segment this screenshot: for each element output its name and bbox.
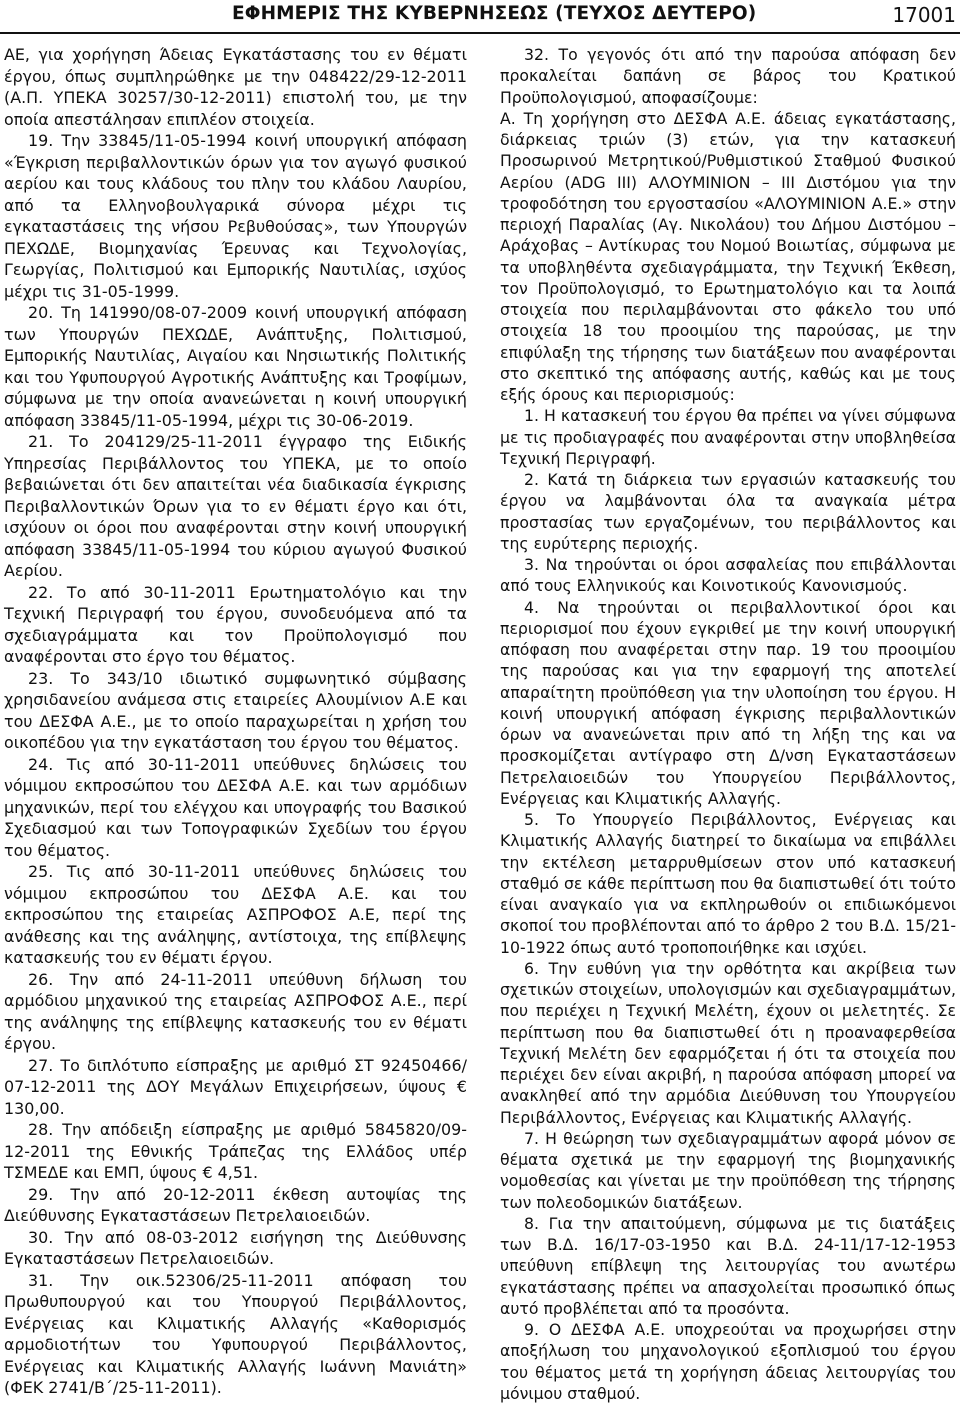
paragraph: 21. Το 204129/25-11-2011 έγγραφο της Ειδικής Υπηρεσίας Περιβάλλοντος του ΥΠΕΚΑ, με το οποίο βεβαιώνεται ότι δεν απαιτείται νέα διαδικασία έγκρισης Περιβαλλοντικών Όρων για το εν θέματι έργο και ότι, ισχύουν οι όροι που αναφέρονται στην κοινή υπουργική απόφαση 33845/11-05-1994 του κύριου αγωγού Φυσικού Αερίου. <box>4 432 467 580</box>
page-header <box>0 0 960 34</box>
paragraph: ΑΕ, για χορήγηση Άδειας Εγκατάστασης του εν θέματι έργου, όπως συμπληρώθηκε με την 048422/29-12-2011 (Α.Π. ΥΠΕΚΑ 30257/30-12-2011) επιστολή του, με την οποία απεστάλησαν επιπλέον στοιχεία. <box>4 45 467 129</box>
paragraph: 26. Την από 24-11-2011 υπεύθυνη δήλωση του αρμόδιου μηχανικού της εταιρείας ΑΣΠΡΟΦΟΣ Α.Ε., περί της ανάληψης της επίβλεψης κατασκευής του εν θέματι έργου. <box>4 969 467 1053</box>
paragraph: 9. Ο ΔΕΣΦΑ Α.Ε. υποχρεούται να προχωρήσει στην αποξήλωση του μηχανολογικού εξοπλισμού του έργου του θέματος μετά τη χορήγηση άδειας λειτουργίας του μόνιμου σταθμού. <box>500 1320 956 1403</box>
paragraph: 19. Την 33845/11-05-1994 κοινή υπουργική απόφαση «Έγκριση περιβαλλοντικών όρων για τον αγωγό φυσικού αερίου και τους κλάδους του πλην του κλάδου Λαυρίου, από τα Ελληνοβουλγαρικά σύνορα μέχρι τις εγκαταστάσεις της νήσου Ρεβυθούσας», των Υπουργών ΠΕΧΩΔΕ, Βιομηχανίας Έρευνας και Τεχνολογίας, Γεωργίας, Πολιτισμού και Εμπορικής Ναυτιλίας, ισχύος μέχρι τις 31-05-1999. <box>4 131 467 301</box>
paragraph: 5. Το Υπουργείο Περιβάλλοντος, Ενέργειας και Κλιματικής Αλλαγής διατηρεί το δικαίωμα να επιβάλλει την εκτέλεση μεταρρυθμίσεων στον υπό κατασκευή σταθμό σε κάθε περίπτωση που θα διαπιστωθεί ότι τούτο είναι αναγκαίο για να εκπληρωθούν οι επιδιωκόμενοι σκοποί του προβλέπονται από το άρθρο 2 του Β.Δ. 15/21-10-1922 όπως αυτό τροποποιήθηκε και ισχύει. <box>500 810 956 957</box>
paragraph: 8. Για την απαιτούμενη, σύμφωνα με τις διατάξεις των Β.Δ. 16/17-03-1950 και Β.Δ. 24-11/17-12-1953 υπεύθυνη επίβλεψη της λειτουργίας του ανωτέρω εγκατάστασης πρέπει να απασχολείται προσωπικό όπως αυτό προβλέπεται από τα προσόντα. <box>500 1213 956 1318</box>
paragraph: 29. Την από 20-12-2011 έκθεση αυτοψίας της Διεύθυνσης Εγκαταστάσεων Πετρελαιοειδών. <box>4 1184 467 1225</box>
right-column <box>500 44 956 1404</box>
paragraph: 2. Κατά τη διάρκεια των εργασιών κατασκευής του έργου να λαμβάνονται όλα τα αναγκαία μέτρα προστασίας των εργαζομένων, του περιβάλλοντος και της ευρύτερης περιοχής. <box>500 470 956 553</box>
paragraph: 25. Τις από 30-11-2011 υπεύθυνες δηλώσεις του νόμιμου εκπροσώπου του ΔΕΣΦΑ Α.Ε. και του εκπροσώπου της εταιρείας ΑΣΠΡΟΦΟΣ Α.Ε, περί της ανάθεσης και της ανάληψης, αντίστοιχα, της επίβλεψης κατασκευής του εν θέματι έργου. <box>4 862 467 967</box>
paragraph: 23. Το 343/10 ιδιωτικό συμφωνητικό σύμβασης χρησιδανείου ανάμεσα στις εταιρείες Αλουμίνιον Α.Ε και του ΔΕΣΦΑ Α.Ε., με το οποίο παραχωρείται η χρήση του οικοπέδου για την εγκατάσταση του έργου του θέματος. <box>4 668 467 752</box>
paragraph: 20. Τη 141990/08-07-2009 κοινή υπουργική απόφαση των Υπουργών ΠΕΧΩΔΕ, Ανάπτυξης, Πολιτισμού, Εμπορικής Ναυτιλίας, Αιγαίου και Νησιωτικής Πολιτικής και του Υφυπουργού Αγροτικής Ανάπτυξης και Τροφίμων, σύμφωνα με την οποία ανανεώνεται η κοινή υπουργική απόφαση 33845/11-05-1994, μέχρι τις 30-06-2019. <box>4 303 467 430</box>
paragraph: 7. Η θεώρηση των σχεδιαγραμμάτων αφορά μόνον σε θέματα σχετικά με την εφαρμογή της βιομηχανικής νομοθεσίας και γίνεται με την προϋπόθεση της τήρησης των πολεοδομικών διατάξεων. <box>500 1128 956 1212</box>
paragraph: 6. Την ευθύνη για την ορθότητα και ακρίβεια των σχετικών στοιχείων, υπολογισμών και σχεδιαγραμμάτων, που περιέχει η Τεχνική Μελέτη, έχουν οι μελετητές. Σε περίπτωση που θα διαπιστωθεί ότι η προαναφερθείσα Τεχνική Μελέτη δεν εφαρμόζεται ή ότι τα στοιχεία που περιέχει δεν είναι ακριβή, η παρούσα απόφαση μπορεί να ανακληθεί από την αρμόδια Διεύθυνση του Υπουργείου Περιβάλλοντος, Ενέργειας και Κλιματικής Αλλαγής. <box>500 958 956 1127</box>
paragraph: 30. Την από 08-03-2012 εισήγηση της Διεύθυνσης Εγκαταστάσεων Πετρελαιοειδών. <box>4 1227 467 1268</box>
paragraph: 31. Την οικ.52306/25-11-2011 απόφαση του Πρωθυπουργού και του Υπουργού Περιβάλλοντος, Ενέργειας και Κλιματικής Αλλαγής «Καθορισμός αρμοδιοτήτων του Υφυπουργού Περιβάλλοντος, Ενέργειας και Κλιματικής Αλλαγής Ιωάννη Μανιάτη» (ΦΕΚ 2741/Β΄/25-11-2011). <box>4 1270 467 1397</box>
paragraph: 22. Το από 30-11-2011 Ερωτηματολόγιο και την Τεχνική Περιγραφή του έργου, συνοδευόμενα από τα σχεδιαγράμματα και τον Προϋπολογισμό που αναφέρονται στο έργο του θέματος. <box>4 582 467 666</box>
paragraph: Α. Τη χορήγηση στο ΔΕΣΦΑ Α.Ε. άδειας εγκατάστασης, διάρκειας τριών (3) ετών, για την κατασκευή Προσωρινού Μετρητικού/Ρυθμιστικού Σταθμού Φυσικού Αερίου (ADG III) ΑΛΟΥΜΙΝΙΟΝ – III Διστόμου για την τροφοδότηση του εργοστασίου «ΑΛΟΥΜΙΝΙΟΝ Α.Ε.» στην περιοχή Παραλίας (Αγ. Νικολάου) του Δήμου Διστόμου – Αράχοβας – Αντίκυρας του Νομού Βοιωτίας, σύμφωνα με τα υποβληθέντα σχεδιαγράμματα, την Τεχνική Έκθεση, τον Προϋπολογισμό, το Ερωτηματολόγιο και τα λοιπά στοιχεία που περιλαμβάνονται στο φάκελο του υπό στοιχεία 18 του προοιμίου της παρούσας, με την επιφύλαξη της τήρησης των διατάξεων που αναφέρονται στο σκεπτικό της απόφασης αυτής, καθώς και με τους εξής όρους και περιορισμούς: <box>500 108 956 404</box>
paragraph: 1. Η κατασκευή του έργου θα πρέπει να γίνει σύμφωνα με τις προδιαγραφές που αναφέρονται στην υποβληθείσα Τεχνική Περιγραφή. <box>500 406 956 468</box>
paragraph: 27. Το διπλότυπο είσπραξης με αριθμό ΣΤ 92450466/ 07-12-2011 της ΔΟΥ Μεγάλων Επιχειρήσεων, ύψους € 130,00. <box>4 1055 467 1118</box>
gazette-title: ΕΦΗΜΕΡΙΣ ΤΗΣ ΚΥΒΕΡΝΗΣΕΩΣ (ΤΕΥΧΟΣ ΔΕΥΤΕΡΟ) <box>232 3 757 24</box>
paragraph: 24. Τις από 30-11-2011 υπεύθυνες δηλώσεις του νόμιμου εκπροσώπου του ΔΕΣΦΑ Α.Ε. και των αρμόδιων μηχανικών, περί του ελέγχου και υπογραφής του Βασικού Σχεδιασμού και των Τοπογραφικών Σχεδίων του έργου του θέματος. <box>4 754 467 860</box>
paragraph: 28. Την απόδειξη είσπραξης με αριθμό 5845820/09-12-2011 της Εθνικής Τράπεζας της Ελλάδος υπέρ ΤΣΜΕΔΕ και ΕΜΠ, ύψους € 4,51. <box>4 1120 467 1182</box>
header-rule <box>0 32 960 34</box>
paragraph: 4. Να τηρούνται οι περιβαλλοντικοί όροι και περιορισμοί που έχουν εγκριθεί με την κοινή υπουργική απόφαση που αναφέρεται στην παρ. 19 του προοιμίου της παρούσας και για την εφαρμογή της αποτελεί απαραίτητη προϋπόθεση για την υλοποίηση του έργου. Η κοινή υπουργική απόφαση έγκρισης περιβαλλοντικών όρων να ανανεώνεται πριν από τη λήξη της και να προσκομίζεται αντίγραφο στη Δ/νση Εγκαταστάσεων Πετρελαιοειδών του Υπουργείου Περιβάλλοντος, Ενέργειας και Κλιματικής Αλλαγής. <box>500 597 956 808</box>
paragraph: 3. Να τηρούνται οι όροι ασφαλείας που επιβάλλονται από τους Ελληνικούς και Κοινοτικούς Κανονισμούς. <box>500 555 956 596</box>
left-column <box>4 44 467 1399</box>
page-number: 17001 <box>892 3 956 27</box>
paragraph: 32. Το γεγονός ότι από την παρούσα απόφαση δεν προκαλείται δαπάνη σε βάρος του Κρατικού Προϋπολογισμού, αποφασίζουμε: <box>500 45 956 107</box>
